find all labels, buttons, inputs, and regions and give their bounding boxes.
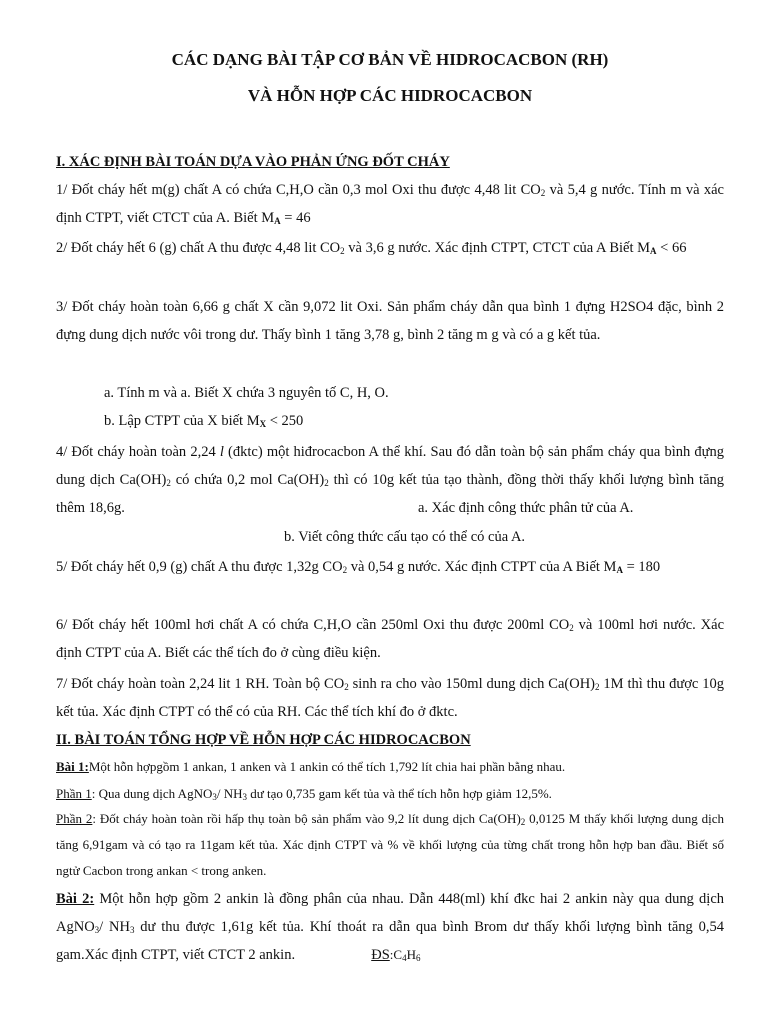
answer-label: ĐS xyxy=(371,947,390,963)
question-4: 4/ Đốt cháy hoàn toàn 2,24 l (đktc) một hiđrocacbon A thể khí. Sau đó dẫn toàn bộ sản phẩm cháy qua bình đựng dung dịch $Ca(OH)_2$ có chứa 0,2 mol $Ca(OH)_2$ thì có 10g kết tủa tạo thành, đồng thời thấy khối lượng bình tăng thêm 18,6g. xyxy=(56,444,725,516)
document-title-line2: VÀ HỖN HỢP CÁC HIDROCACBON xyxy=(247,86,533,105)
document-title-line1: CÁC DẠNG BÀI TẬP CƠ BẢN VỀ HIDROCACBON (RH) xyxy=(171,50,609,69)
question-5: 5/ Đốt cháy hết 0,9 (g) chất A thu được 1,32g $CO_2$ và 0,54 g nước. Xác định CTPT của A Biết $M_A = 180$ xyxy=(56,559,661,575)
question-4-part-b: b. Viết công thức cấu tạo có thể có của A. xyxy=(284,529,526,545)
exercise-2: Bài 2: Một hỗn hợp gồm 2 ankin là đồng phân của nhau. Dẫn 448(ml) khí đkc hai 2 ankin này qua dung dịch AgNO$_3$/ $NH_3$ dư thu được 1,61g kết tủa. Khí thoát ra dẫn qua bình Brom dư thấy khối lượng bình tăng 0,54 gam.Xác định CTPT, viết CTCT 2 ankin. $ĐS:C_4H_6$ xyxy=(56,891,725,963)
question-6: 6/ Đốt cháy hết 100ml hơi chất A có chứa C,H,O cần 250ml Oxi thu được 200ml $CO_2$ và 100ml hơi nước. Xác định CTPT của A. Biết các thể tích đo ở cùng điều kiện. xyxy=(56,617,725,661)
question-1: 1/ Đốt cháy hết m(g) chất A có chứa C,H,O cần 0,3 mol Oxi thu được 4,48 lit $CO_2$ và 5,4 g nước. Tính m và xác định CTPT, viết CTCT của A. Biết $M_A = 46$ xyxy=(56,182,724,226)
question-4-part-a: a. Xác định công thức phân tử của A. xyxy=(418,500,634,516)
section2-heading: II. BÀI TOÁN TỔNG HỢP VỀ HỖN HỢP CÁC HIDROCACBON xyxy=(56,732,471,748)
question-2: 2/ Đốt cháy hết 6 (g) chất A thu được 4,48 lit $CO_2$ và 3,6 g nước. Xác định CTPT, CTCT của A Biết $M_A < 66$ xyxy=(56,240,687,256)
section1-heading: I. XÁC ĐỊNH BÀI TOÁN DỰA VÀO PHẢN ỨNG ĐỐT CHÁY xyxy=(56,154,450,170)
question-3-part-a: a. Tính m và a. Biết X chứa 3 nguyên tố C, H, O. xyxy=(104,385,389,401)
exercise-1-intro: Bài 1:Một hỗn hợpgồm 1 ankan, 1 anken và 1 ankin có thể tích 1,792 lít chia hai phần bằng nhau. xyxy=(56,759,566,774)
question-7: 7/ Đốt cháy hoàn toàn 2,24 lit 1 RH. Toàn bộ $CO_2$ sinh ra cho vào 150ml dung dịch $Ca(OH)_2$ 1M thì thu được 10g kết tủa. Xác định CTPT có thể có của RH. Các thể tích khí đo ở đktc. xyxy=(56,676,724,720)
question-3: 3/ Đốt cháy hoàn toàn 6,66 g chất X cần 9,072 lit Oxi. Sản phẩm cháy dẫn qua bình 1 đựng H2SO4 đặc, bình 2 đựng dung dịch nước vôi trong dư. Thấy bình 1 tăng 3,78 g, bình 2 tăng m g và có a g kết tủa. xyxy=(56,299,724,343)
question-3-part-b: b. Lập CTPT của X biết $M_X < 250$ xyxy=(104,413,304,429)
exercise-1-part-1: Phần 1: Qua dung dịch AgNO$_3$/ $NH_3$ dư tạo 0,735 gam kết tủa và thể tích hỗn hợp giảm 12,5%. xyxy=(56,786,552,802)
exercise-1-part-2: Phần 2: Đốt cháy hoàn toàn rồi hấp thụ toàn bộ sản phẩm vào 9,2 lít dung dịch $Ca(OH)_2$ 0,0125 M thấy khối lượng dung dịch tăng 6,91gam và có tạo ra 11gam kết tủa. Xác định CTPT và % về khối lượng của từng chất trong hỗn hợp ban đầu. Biết số ngtử Cacbon trong ankan < trong anken. xyxy=(56,811,725,878)
